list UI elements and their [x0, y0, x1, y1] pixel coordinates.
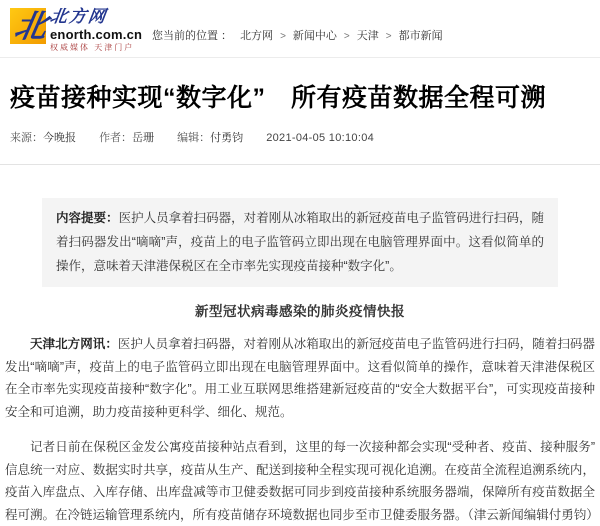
breadcrumb-link-city-news[interactable]: 都市新闻 [398, 30, 443, 42]
meta-author-value: 岳珊 [132, 132, 155, 144]
summary-label: 内容提要： [56, 211, 119, 225]
article-main [0, 82, 600, 526]
meta-divider [0, 164, 600, 165]
paragraph-text: 记者日前在保税区金发公寓疫苗接种站点看到，这里的每一次接种都会实现“受种者、疫苗、接种服务”信息统一对应、数据实时共享，疫苗从生产、配送到接种全程实现可视化追溯。在疫苗全流程追溯系统内，疫苗入库盘点、入库存储、出库盘减等市卫健委数据可同步到疫苗接种系统服务器端，保障所有疫苗数据全程可溯。在冷链运输管理系统内，所有疫苗储存环境数据也同步至市卫健委服务器。（津云新闻编辑付勇钧） [5, 440, 599, 522]
meta-editor-label: 编辑： [177, 132, 211, 144]
logo-text-block [50, 8, 142, 53]
breadcrumb-link-tianjin[interactable]: 天津 [356, 30, 379, 42]
logo-bei-glyph: 北 [11, 8, 51, 44]
meta-editor-value: 付勇钧 [210, 132, 244, 144]
section-heading: 新型冠状病毒感染的肺炎疫情快报 [195, 304, 405, 319]
breadcrumb-separator: > [280, 31, 286, 42]
meta-source-label: 来源： [10, 132, 43, 144]
meta-datetime: 2021-04-05 10:10:04 [266, 132, 375, 144]
article-meta [10, 129, 590, 145]
breadcrumb-link-home[interactable]: 北方网 [240, 30, 274, 42]
breadcrumb-link-news-center[interactable]: 新闻中心 [292, 30, 337, 42]
article-title: 疫苗接种实现“数字化” 所有疫苗数据全程可溯 [10, 84, 547, 112]
enorth-logo-mark-icon [10, 8, 51, 44]
paragraph-text: 医护人员拿着扫码器，对着刚从冰箱取出的新冠疫苗电子监管码进行扫码，随着扫码器发出“嘀嘀”声，疫苗上的电子监管码立即出现在电脑管理界面中。这看似简单的操作，意味着天津港保税区在全市率先实现疫苗接种“数字化”。用工业互联网思维搭建新冠疫苗的“安全大数据平台”，可实现疫苗接种安全和可追溯，助力疫苗接种更科学、细化、规范。 [5, 337, 595, 419]
meta-author [99, 132, 154, 144]
article-paragraph [5, 436, 599, 526]
breadcrumb [152, 27, 443, 43]
breadcrumb-separator: > [343, 31, 350, 42]
meta-source-value: 今晚报 [43, 132, 76, 144]
logo-site-name: 北方网 [48, 7, 109, 26]
meta-author-label: 作者： [99, 132, 133, 144]
paragraph-lead: 天津北方网讯： [30, 337, 118, 351]
enorth-logo[interactable] [10, 8, 160, 53]
logo-slogan: 权威媒体 天津门户 [50, 42, 135, 52]
meta-source [10, 132, 76, 144]
meta-editor [177, 132, 243, 144]
summary-text: 医护人员拿着扫码器，对着刚从冰箱取出的新冠疫苗电子监管码进行扫码，随着扫码器发出“嘀嘀”声，疫苗上的电子监管码立即出现在电脑管理界面中。这看似简单的操作，意味着天津港保税区在全市率先实现疫苗接种“数字化”。 [56, 211, 544, 273]
summary-box [42, 198, 558, 287]
article-paragraph [5, 333, 595, 423]
breadcrumb-label: 您当前的位置 ： [152, 30, 233, 42]
logo-domain: enorth.com.cn [50, 26, 143, 42]
site-header [0, 0, 600, 58]
breadcrumb-separator: > [385, 31, 392, 42]
